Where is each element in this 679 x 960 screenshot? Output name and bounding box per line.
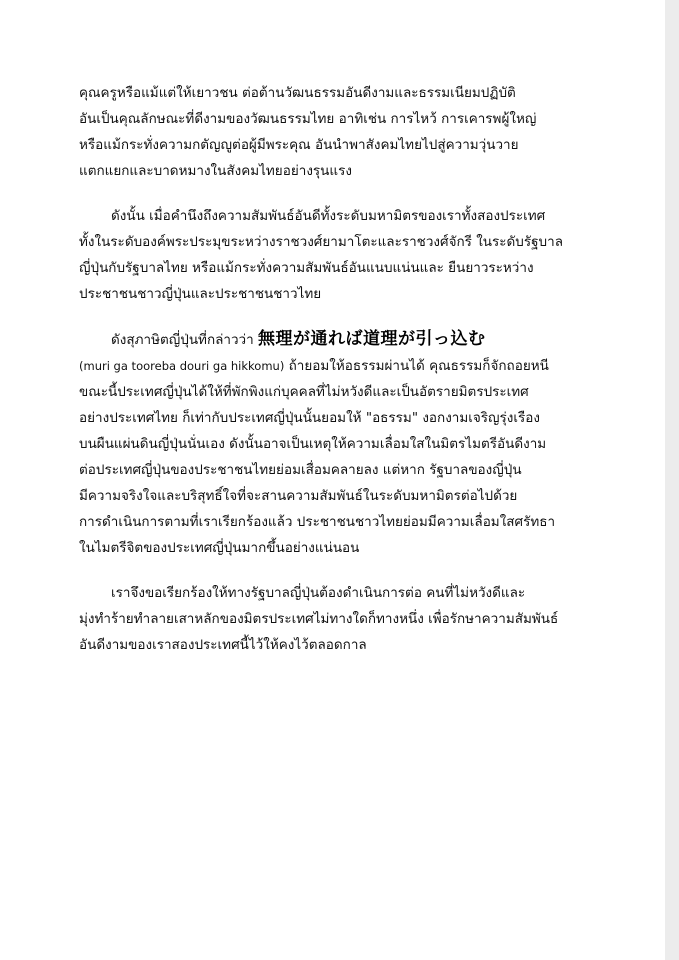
- paragraph-3-line-9: ในไมตรีจิตของประเทศญี่ปุ่นมากขึ้นอย่างแน่นอน: [79, 540, 360, 556]
- paragraph-4: [79, 580, 609, 658]
- paragraph-3-line-3: ขณะนี้ประเทศญี่ปุ่นได้ให้ที่พักพิงแก่บุคคลที่ไม่หวังดีและเป็นอัตรายมิตรประเทศ: [79, 384, 529, 400]
- japanese-proverb: 無理が通れば道理が引っ込む: [258, 329, 486, 349]
- paragraph-3-line-7: มีความจริงใจและบริสุทธิ์ใจที่จะสานความสัมพันธ์ในระดับมหามิตรต่อไปด้วย: [79, 488, 518, 504]
- paragraph-1-line-3: หรือแม้กระทั่งความกตัญญูต่อผู้มีพระคุณ อันนำพาสังคมไทยไปสู่ความวุ่นวาย: [79, 137, 519, 153]
- paragraph-2: [79, 203, 609, 307]
- page-edge-strip: [665, 0, 679, 960]
- paragraph-1-line-1: คุณครูหรือแม้แต่ให้เยาวชน ต่อต้านวัฒนธรรมอันดีงามและธรรมเนียมปฏิบัติ: [79, 85, 516, 101]
- paragraph-2-line-3: ญี่ปุ่นกับรัฐบาลไทย หรือแม้กระทั่งความสัมพันธ์อันแนบแน่นและ ยืนยาวระหว่าง: [79, 260, 534, 276]
- document-body: [79, 80, 609, 677]
- paragraph-4-line-2: มุ่งทำร้ายทำลายเสาหลักของมิตรประเทศไม่ทางใดก็ทางหนึ่ง เพื่อรักษาความสัมพันธ์: [79, 611, 559, 627]
- paragraph-4-line-3: อันดีงามของเราสองประเทศนี้ไว้ให้คงไว้ตลอดกาล: [79, 637, 367, 653]
- paragraph-2-line-1: ดังนั้น เมื่อคำนึงถึงความสัมพันธ์อันดีทั้งระดับมหามิตรของเราทั้งสองประเทศ: [111, 208, 546, 224]
- paragraph-3-line-1: [79, 326, 609, 353]
- proverb-romaji: (muri ga tooreba douri ga hikkomu): [79, 359, 285, 373]
- paragraph-3-line-2: [79, 353, 609, 379]
- paragraph-1: [79, 80, 609, 184]
- paragraph-2-line-4: ประชาชนชาวญี่ปุ่นและประชาชนชาวไทย: [79, 286, 322, 302]
- proverb-meaning: ถ้ายอมให้อธรรมผ่านได้ คุณธรรมก็จักถอยหนี: [284, 358, 549, 374]
- paragraph-3: [79, 326, 609, 561]
- paragraph-3-line-8: การดำเนินการตามที่เราเรียกร้องแล้ว ประชาชนชาวไทยย่อมมีความเลื่อมใสศรัทธา: [79, 514, 556, 530]
- paragraph-3-line-5: บนผืนแผ่นดินญี่ปุ่นนั่นเอง ดังนั้นอาจเป็นเหตุให้ความเลื่อมใสในมิตรไมตรีอันดีงาม: [79, 436, 547, 452]
- paragraph-3-line-6: ต่อประเทศญี่ปุ่นของประชาชนไทยย่อมเสื่อมคลายลง แต่หาก รัฐบาลของญี่ปุ่น: [79, 462, 522, 478]
- proverb-intro: ดังสุภาษิตญี่ปุ่นที่กล่าวว่า: [111, 332, 259, 348]
- paragraph-1-line-2: อันเป็นคุณลักษณะที่ดีงามของวัฒนธรรมไทย อาทิเช่น การไหว้ การเคารพผู้ใหญ่: [79, 111, 537, 127]
- paragraph-3-line-4: อย่างประเทศไทย ก็เท่ากับประเทศญี่ปุ่นนั้นยอมให้ "อธรรม" งอกงามเจริญรุ่งเรือง: [79, 410, 540, 426]
- paragraph-1-line-4: แตกแยกและบาดหมางในสังคมไทยอย่างรุนแรง: [79, 163, 352, 179]
- paragraph-2-line-2: ทั้งในระดับองค์พระประมุขระหว่างราชวงศ์ยามาโตะและราชวงศ์จักรี ในระดับรัฐบาล: [79, 234, 563, 250]
- paragraph-4-line-1: เราจึงขอเรียกร้องให้ทางรัฐบาลญี่ปุ่นต้องดำเนินการต่อ คนที่ไม่หวังดีและ: [111, 585, 526, 601]
